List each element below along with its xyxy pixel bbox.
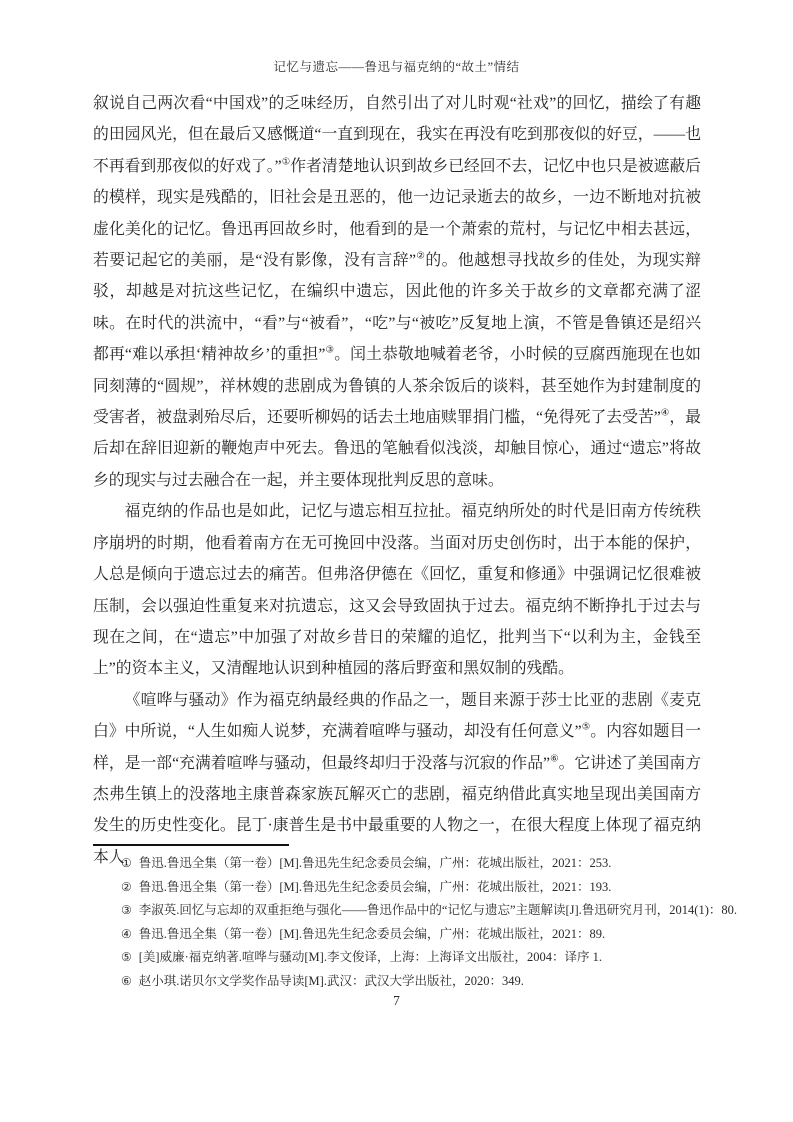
footnote-text: 鲁迅.鲁迅全集（第一卷）[M].鲁迅先生纪念委员会编，广州：花城出版社，2021：253. [138, 856, 612, 870]
footnote-item [121, 946, 713, 970]
footnote-marker: ⑥ [121, 973, 132, 988]
footnote-text: 李淑英.回忆与忘却的双重拒绝与强化——鲁迅作品中的“记忆与遗忘”主题解读[J].鲁迅研究月刊，2014(1)：80. [138, 903, 738, 918]
footnote-marker: ① [121, 856, 132, 870]
footnote-marker: ③ [121, 903, 132, 918]
paragraph: 叙说自己两次看“中国戏”的乏味经历，自然引出了对儿时观“社戏”的回忆，描绘了有趣的田园风光，但在最后又感慨道“一直到现在，我实在再没有吃到那夜似的好豆，——也不再看到那夜似的好戏了。”①作者清楚地认识到故乡已经回不去，记忆中也只是被遮蔽后的模样，现实是残酷的，旧社会是丑恶的，他一边记录逝去的故乡，一边不断地对抗被虚化美化的记忆。鲁迅再回故乡时，他看到的是一个萧索的荒村，与记忆中相去甚远，若要记起它的美丽，是“没有影像，没有言辞”②的。他越想寻找故乡的佳处，为现实辩驳，却越是对抗这些记忆，在编织中遗忘，因此他的许多关于故乡的文章都充满了涩味。在时代的洪流中，“看”与“被看”，“吃”与“被吃”反复地上演，不管是鲁镇还是绍兴都再“难以承担‘精神故乡’的重担”③。闰土恭敬地喊着老爷，小时候的豆腐西施现在也如同刻薄的“圆规”，祥林嫂的悲剧成为鲁镇的人茶余饭后的谈料，甚至她作为封建制度的受害者，被盘剥殆尽后，还要听柳妈的话去土地庙赎罪捐门槛，“免得死了去受苦”④，最后却在辞旧迎新的鞭炮声中死去。鲁迅的笔触看似浅淡，却触目惊心，通过“遗忘”将故乡的现实与过去融合在一起，并主要体现批判反思的意味。 [93, 95, 701, 489]
footnote-separator-rule [93, 844, 289, 846]
footnote-text: 鲁迅.鲁迅全集（第一卷）[M].鲁迅先生纪念委员会编，广州：花城出版社，2021：89. [138, 926, 606, 941]
footnote-item [121, 899, 738, 923]
body-paragraphs [93, 88, 701, 873]
paragraph: 福克纳的作品也是如此，记忆与遗忘相互拉扯。福克纳所处的时代是旧南方传统秩序崩坍的时期，他看着南方在无可挽回中没落。当面对历史创伤时，出于本能的保护，人总是倾向于遗忘过去的痛苦。但弗洛伊德在《回忆，重复和修通》中强调记忆很难被压制，会以强迫性重复来对抗遗忘，这又会导致固执于过去。福克纳不断挣扎于过去与现在之间，在“遗忘”中加强了对故乡昔日的荣耀的追忆，批判当下“以利为主，金钱至上”的资本主义，又清醒地认识到种植园的落后野蛮和黑奴制的残酷。 [93, 503, 701, 678]
footnote-marker: ② [121, 879, 132, 894]
running-header-title: 记忆与遗忘——鲁迅与福克纳的“故土”情结 [273, 60, 520, 74]
footnote-reference-mark: ⑤ [581, 722, 591, 733]
footnote-marker: ④ [121, 926, 132, 941]
footnote-reference-mark: ⑥ [550, 754, 559, 765]
footnote-item [121, 923, 713, 947]
footnote-reference-mark: ① [281, 157, 291, 168]
footnote-item [121, 852, 713, 876]
footnote-text: 赵小琪.诺贝尔文学奖作品导读[M].武汉：武汉大学出版社，2020：349. [138, 973, 524, 988]
footnote-item [121, 876, 713, 900]
page-number: 7 [393, 993, 400, 1008]
footnote-text: 鲁迅.鲁迅全集（第一卷）[M].鲁迅先生纪念委员会编，广州：花城出版社，2021：193. [138, 879, 612, 894]
footnote-text: [美]威廉·福克纳著.喧哗与骚动[M].李文俊译，上海：上海译文出版社，2004：译序 1. [138, 950, 602, 965]
footnotes-list [121, 852, 738, 994]
footnote-marker: ⑤ [121, 950, 132, 965]
footnote-reference-mark: ② [415, 251, 426, 262]
paragraph: 《喧哗与骚动》作为福克纳最经典的作品之一，题目来源于莎士比亚的悲剧《麦克白》中所说，“人生如痴人说梦，充满着喧哗与骚动，却没有任何意义”⑤。内容如题目一样，是一部“充满着喧哗与骚动，但最终却归于没落与沉寂的作品”⑥。它讲述了美国南方杰弗生镇上的没落地主康普森家族瓦解灭亡的悲剧，福克纳借此真实地呈现出美国南方发生的历史性变化。昆丁·康普生是书中最重要的人物之一，在很大程度上体现了福克纳本人 [93, 691, 701, 866]
footnote-item [121, 970, 713, 994]
footnote-reference-mark: ④ [660, 408, 670, 419]
footnote-reference-mark: ③ [325, 345, 335, 356]
